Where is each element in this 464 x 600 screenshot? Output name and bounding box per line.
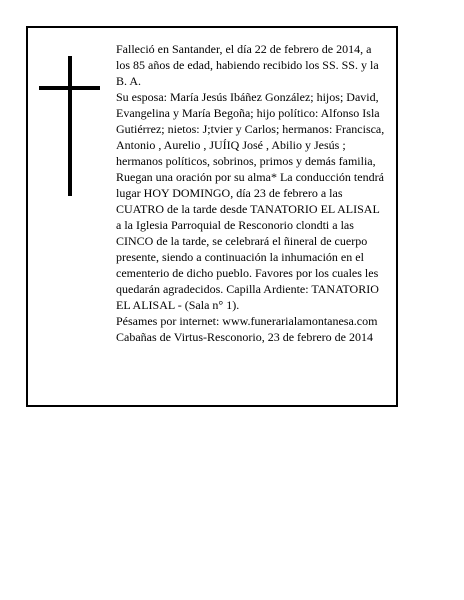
text-line: a la Iglesia Parroquial de Resconorio clondti a las: [116, 218, 354, 232]
text-line: CUATRO de la tarde desde TANATORIO EL ALISAL: [116, 202, 380, 216]
text-line: Gutiérrez; nietos: J;tvier y Carlos; hermanos: Francisca,: [116, 122, 385, 136]
text-line: CINCO de la tarde, se celebrará el ñineral de cuerpo: [116, 234, 368, 248]
text-line: cementerio de dicho pueblo. Favores por los cuales les: [116, 266, 379, 280]
cross-vertical-bar: [68, 56, 72, 196]
text-line: hermanos políticos, sobrinos, primos y demás familia,: [116, 154, 376, 168]
text-line: presente, siendo a continuación la inhumación en el: [116, 250, 364, 264]
text-line: Antonio , Aurelio , JUÍIQ José , Abilio y Jesús ;: [116, 138, 346, 152]
obituary-text: [116, 41, 398, 345]
text-line: B. A.: [116, 74, 142, 88]
text-line: EL ALISAL - (Sala n° 1).: [116, 298, 240, 312]
text-line: lugar HOY DOMINGO, día 23 de febrero a las: [116, 186, 343, 200]
cross-horizontal-bar: [39, 86, 100, 90]
text-line: Ruegan una oración por su alma* La conducción tendrá: [116, 170, 384, 184]
text-line: Falleció en Santander, el día 22 de febrero de 2014, a: [116, 42, 372, 56]
text-line: Cabañas de Virtus-Resconorio, 23 de febrero de 2014: [116, 330, 373, 344]
text-line: Evangelina y María Begoña; hijo político: Alfonso Isla: [116, 106, 380, 120]
obituary-notice: [26, 26, 398, 407]
text-line: los 85 años de edad, habiendo recibido los SS. SS. y la: [116, 58, 379, 72]
text-line: Su esposa: María Jesús Ibáñez González; hijos; David,: [116, 90, 379, 104]
text-line: Pésames por internet: www.funerarialamontanesa.com: [116, 314, 378, 328]
text-line: quedarán agradecidos. Capilla Ardiente: TANATORIO: [116, 282, 379, 296]
